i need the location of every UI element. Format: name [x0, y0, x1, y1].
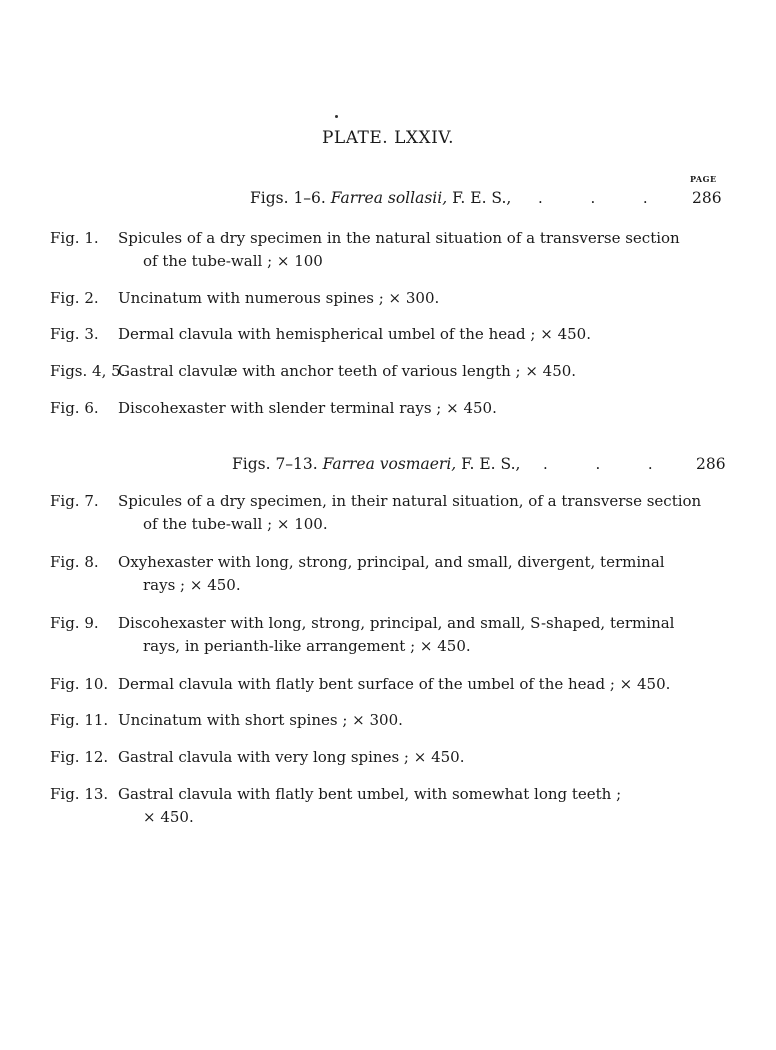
figure-label: Fig. 8.: [50, 553, 99, 571]
plate-title: PLATE. LXXIV.: [321, 128, 455, 148]
section-page-number: 286: [692, 189, 722, 207]
figure-entry: [50, 551, 690, 597]
figure-caption: Gastral clavulæ with anchor teeth of various length ; × 450.: [118, 362, 577, 380]
figure-caption: Uncinatum with numerous spines ; × 300.: [118, 289, 440, 307]
figure-label: Fig. 3.: [50, 325, 99, 343]
figure-caption: Spicules of a dry specimen, in their natural situation, of a transverse section: [118, 492, 702, 510]
section-species: Farrea vosmaeri,: [322, 455, 457, 473]
figure-label: Fig. 2.: [50, 289, 99, 307]
dot-leader: . . .: [543, 455, 653, 473]
figure-caption: Oxyhexaster with long, strong, principal, and small, divergent, terminal: [118, 553, 665, 571]
figure-caption-continued: rays ; × 450.: [143, 576, 241, 594]
figure-label: Fig. 13.: [50, 785, 109, 803]
section-author: F. E. S.,: [461, 455, 521, 473]
page-column-label: PAGE: [690, 174, 717, 184]
figure-entry: [50, 490, 702, 536]
figure-caption: Gastral clavula with flatly bent umbel, with somewhat long teeth ;: [118, 785, 622, 803]
ink-speck: [335, 115, 338, 118]
figure-label: Figs. 4, 5.: [50, 362, 126, 380]
section-figs: Figs. 1–6.: [250, 189, 326, 207]
figure-label: Fig. 7.: [50, 492, 99, 510]
figure-caption-continued: of the tube-wall ; × 100: [143, 252, 323, 270]
figure-caption-continued: rays, in perianth-like arrangement ; × 450.: [143, 637, 471, 655]
figure-label: Fig. 12.: [50, 748, 109, 766]
section-page-number: 286: [696, 455, 726, 473]
figure-entry: [50, 227, 690, 273]
figure-entry: [50, 783, 690, 829]
section-figs: Figs. 7–13.: [232, 455, 318, 473]
figure-label: Fig. 9.: [50, 614, 99, 632]
figure-caption: Gastral clavula with very long spines ; × 450.: [118, 748, 465, 766]
figure-label: Fig. 6.: [50, 399, 99, 417]
figure-entry: [50, 360, 690, 383]
figure-label: Fig. 10.: [50, 675, 109, 693]
dot-leader: . . .: [538, 189, 648, 207]
section-species: Farrea sollasii,: [330, 189, 448, 207]
figure-caption-continued: × 450.: [143, 808, 194, 826]
figure-label: Fig. 11.: [50, 711, 109, 729]
figure-caption: Dermal clavula with flatly bent surface of the umbel of the head ; × 450.: [118, 675, 671, 693]
figure-entry: [50, 612, 690, 658]
figure-caption: Discohexaster with long, strong, principal, and small, S-shaped, terminal: [118, 614, 675, 632]
figure-entry: [50, 323, 690, 346]
figure-entry: [50, 673, 690, 696]
figure-caption: Dermal clavula with hemispherical umbel of the head ; × 450.: [118, 325, 591, 343]
figure-entry: [50, 709, 690, 732]
figure-caption: Spicules of a dry specimen in the natural situation of a transverse section: [118, 229, 680, 247]
figure-caption-continued: of the tube-wall ; × 100.: [143, 515, 328, 533]
figure-caption: Discohexaster with slender terminal rays ; × 450.: [118, 399, 497, 417]
section-heading-sollasii: [250, 189, 511, 207]
figure-caption: Uncinatum with short spines ; × 300.: [118, 711, 403, 729]
figure-label: Fig. 1.: [50, 229, 99, 247]
figure-entry: [50, 287, 690, 310]
figure-entry: [50, 746, 690, 769]
figure-entry: [50, 397, 690, 420]
section-heading-vosmaeri: [232, 455, 520, 473]
section-author: F. E. S.,: [452, 189, 512, 207]
